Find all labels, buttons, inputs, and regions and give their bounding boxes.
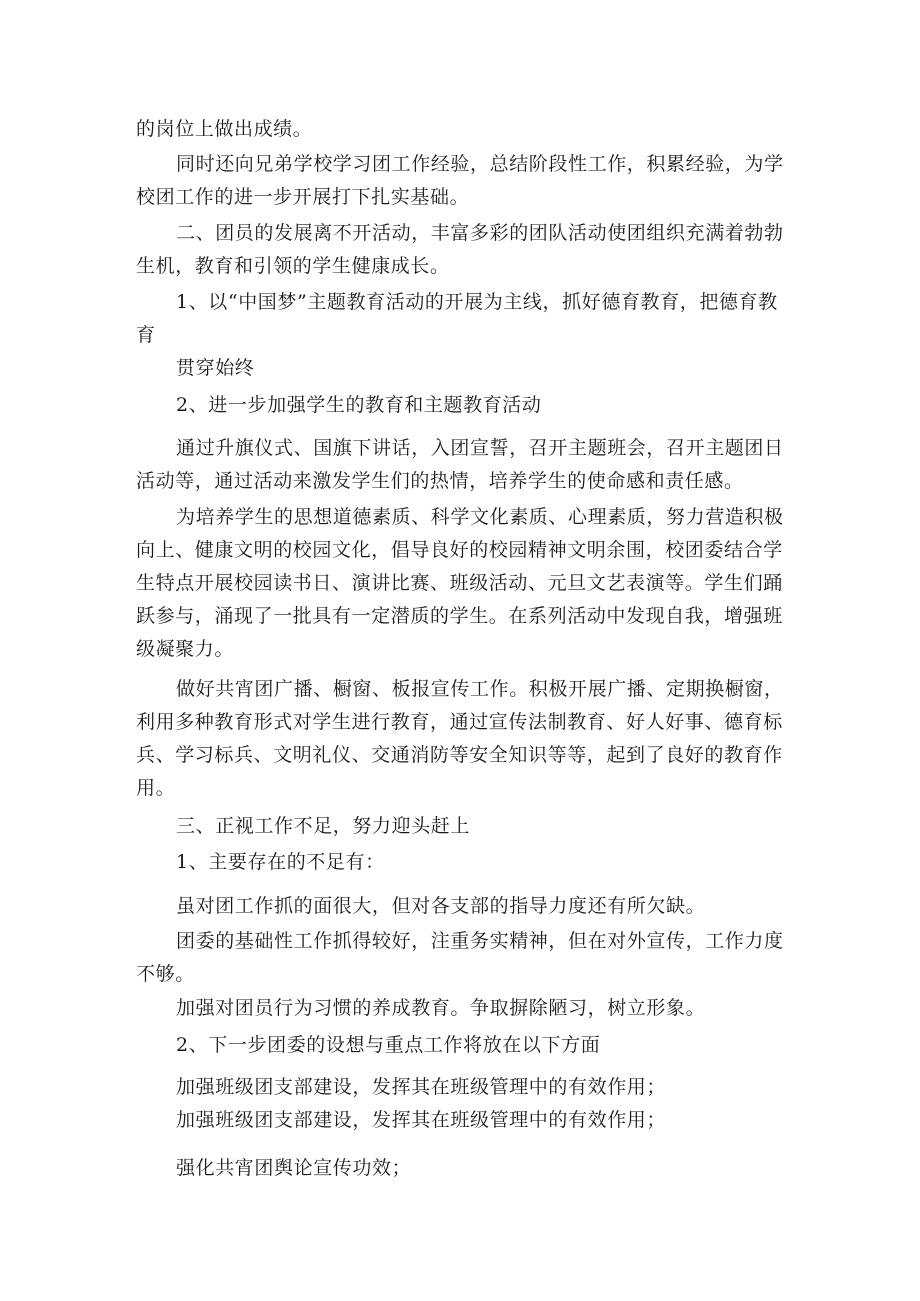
section-heading-2: 二、团员的发展离不开活动，丰富多彩的团队活动使团组织充满着勃勃生机，教育和引领的学生健康成长。 (136, 222, 784, 277)
paragraph-shortcoming-3: 加强对团员行为习惯的养成教育。争取摒除陋习，树立形象。 (176, 997, 706, 1019)
plan-item-1: 加强班级团支部建设，发挥其在班级管理中的有效作用； (176, 1076, 667, 1098)
paragraph-continuation: 的岗位上做出成绩。 (136, 118, 313, 140)
paragraph-activities: 通过升旗仪式、国旗下讲话，入团宣誓，召开主题班会，召开主题团日活动等，通过活动来激发学生们的热情，培养学生的使命感和责任感。 (136, 437, 784, 492)
paragraph-shortcoming-2: 团委的基础性工作抓得较好，注重务实精神，但在对外宣传，工作力度不够。 (136, 930, 784, 985)
item-heading-3-1: 1、主要存在的不足有： (176, 851, 385, 873)
paragraph-publicity: 做好共宵团广播、橱窗、板报宣传工作。积极开展广播、定期换橱窗，利用多种教育形式对学生进行教育，通过宣传法制教育、好人好事、德育标兵、学习标兵、文明礼仪、交通消防等安全知识等等，起到了良好的教育作用。 (136, 678, 784, 799)
paragraph-shortcoming-1: 虽对团工作抓的面很大，但对各支部的指导力度还有所欠缺。 (176, 895, 706, 917)
paragraph-exchange-experience: 同时还向兄弟学校学习团工作经验，总结阶段性工作，积累经验，为学校团工作的进一步开展打下扎实基础。 (136, 153, 784, 208)
paragraph-campus-culture: 为培养学生的思想道德素质、科学文化素质、心理素质，努力营造积极向上、健康文明的校园文化，倡导良好的校园精神文明余围，校团委结合学生特点开展校园读书日、演讲比赛、班级活动、元旦文艺表演等。学生们踊跃参与，涌现了一批具有一定潜质的学生。在系列活动中发现自我，增强班级凝聚力。 (136, 506, 784, 660)
plan-item-3: 强化共宵团舆论宣传功效； (176, 1157, 412, 1179)
plan-item-2: 加强班级团支部建设，发挥其在班级管理中的有效作用； (176, 1109, 667, 1131)
item-heading-3-2: 2、下一步团委的设想与重点工作将放在以下方面 (176, 1034, 601, 1056)
section-heading-3: 三、正视工作不足，努力迎头赶上 (176, 815, 471, 837)
item-heading-2-1: 1、以“中国梦”主题教育活动的开展为主线，抓好德育教育，把德育教育 (136, 291, 778, 346)
item-heading-2-1-continued: 贯穿始终 (176, 357, 255, 379)
item-heading-2-2: 2、进一步加强学生的教育和主题教育活动 (176, 394, 542, 416)
